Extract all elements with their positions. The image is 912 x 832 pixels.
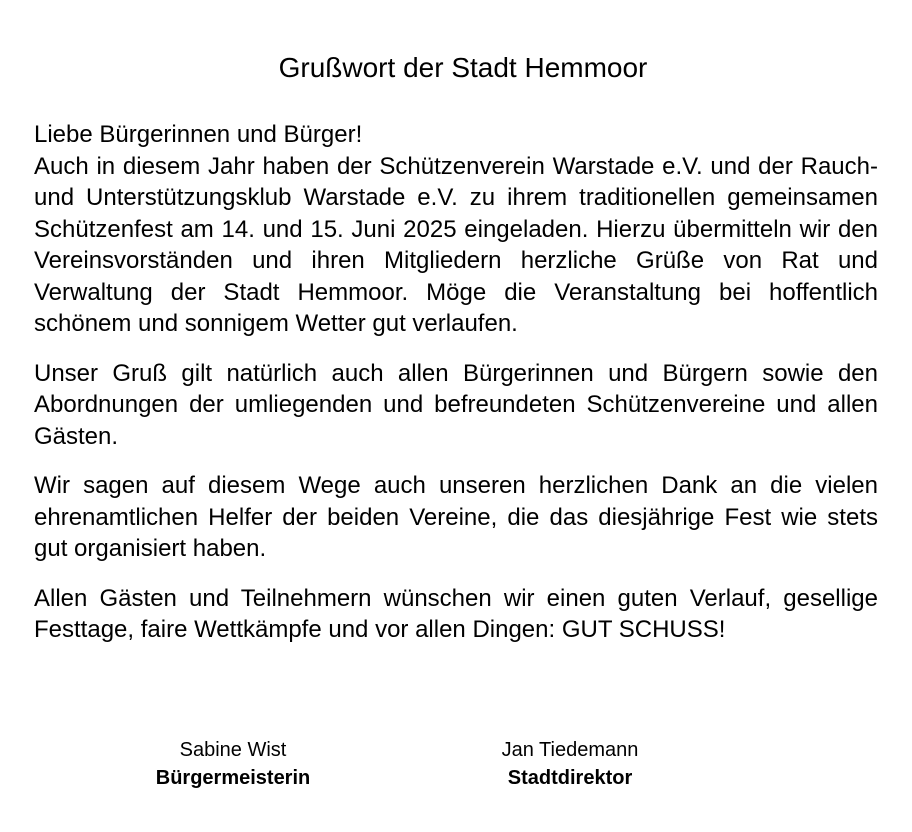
signature-name: Jan Tiedemann (501, 739, 639, 761)
signature-mayor (133, 736, 333, 792)
signature-block (0, 736, 912, 796)
paragraph-4: Allen Gästen und Teilnehmern wünschen wir einen guten Verlauf, gesellige Festtage, faire Wettkämpfe und vor allen Dingen: GUT SCHUSS! (34, 584, 878, 643)
signature-name: Sabine Wist (179, 739, 287, 761)
signature-role: Stadtdirektor (507, 767, 633, 789)
signature-director (470, 736, 670, 792)
salutation: Liebe Bürgerinnen und Bürger! (34, 121, 363, 148)
document-title: Grußwort der Stadt Hemmoor (278, 52, 648, 83)
paragraph-1-text: Auch in diesem Jahr haben der Schützenverein Warstade e.V. und der Rauch- und Unterstützungsklub Warstade e.V. zu ihrem traditionellen gemeinsamen Schützenfest am 14. und 15. Juni 2025 eingeladen. Hierzu übermitteln wir den Vereinsvorständen und ihren Mitgliedern herzliche Grüße von Rat und Verwaltung der Stadt Hemmoor. Möge die Veranstaltung bei hoffentlich schönem und sonnigem Wetter gut verlaufen. (34, 152, 878, 337)
paragraph-1 (34, 119, 878, 340)
letter-body (34, 119, 878, 664)
paragraph-2: Unser Gruß gilt natürlich auch allen Bürgerinnen und Bürgern sowie den Abordnungen der umliegenden und befreundeten Schützenvereine und allen Gästen. (34, 359, 878, 450)
signature-role: Bürgermeisterin (155, 767, 311, 789)
paragraph-3: Wir sagen auf diesem Wege auch unseren herzlichen Dank an die vielen ehrenamtlichen Helfer der beiden Vereine, die das diesjährige Fest wie stets gut organisiert haben. (34, 472, 878, 562)
